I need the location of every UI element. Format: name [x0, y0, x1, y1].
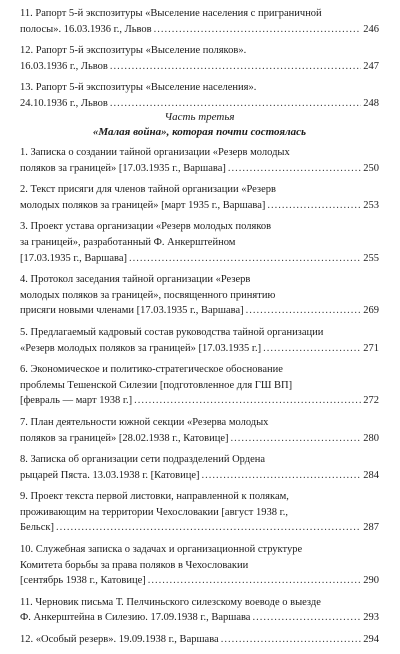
entry-text-line: 7. План деятельности южной секции «Резерва молодых — [20, 416, 269, 428]
entry-text-line: Бельск] — [20, 522, 54, 534]
dot-leader — [267, 198, 361, 214]
entry-text-line: 5. Предлагаемый кадровый состав руководства тайной организации — [20, 326, 324, 338]
entry-text-line: 8. Записка об организации сети подразделений Ордена — [20, 454, 266, 466]
dot-leader — [202, 468, 362, 484]
toc-entry — [20, 542, 379, 589]
entry-text-line: 11. Рапорт 5-й экспозитуры «Выселение населения с приграничной — [20, 8, 322, 19]
page-number: 271 — [363, 342, 379, 354]
dot-leader — [148, 573, 361, 589]
entry-text-line: 6. Экономическое и политико-стратегическое обоснование — [20, 364, 283, 376]
toc-main-section — [20, 145, 379, 654]
dot-leader — [231, 431, 362, 447]
dot-leader — [129, 251, 361, 267]
entry-text-line: проблемы Тешенской Силезии [подготовленное для ГШ ВП] — [20, 379, 293, 391]
entry-text-line: рыцарей Пяста. 13.03.1938 г. [Катовице] — [20, 469, 200, 481]
toc-entry — [20, 6, 379, 37]
toc-entry — [20, 595, 379, 626]
toc-entry — [20, 415, 379, 446]
dot-leader — [252, 610, 361, 626]
dot-leader — [56, 520, 361, 536]
page-number: 294 — [363, 634, 379, 646]
dot-leader — [154, 22, 362, 38]
toc-entry — [20, 80, 379, 111]
entry-text-line: 13. Рапорт 5-й экспозитуры «Выселение населения». — [20, 82, 257, 94]
toc-entry — [20, 362, 379, 409]
page-number: 293 — [363, 612, 379, 624]
toc-entry — [20, 145, 379, 176]
entry-text-line: присяги новыми членами [17.03.1935 г., Варшава] — [20, 305, 244, 317]
toc-entry — [20, 182, 379, 213]
entry-text-line: 12. Рапорт 5-й экспозитуры «Выселение поляков». — [20, 45, 247, 57]
dot-leader — [263, 341, 361, 357]
page-number: 272 — [363, 395, 379, 407]
page-number: 253 — [363, 199, 379, 211]
entry-text-line: [февраль — март 1938 г.] — [20, 395, 133, 407]
page-number: 255 — [363, 252, 379, 264]
dot-leader — [134, 393, 361, 409]
entry-text-line: полосы». 16.03.1936 г., Львов — [20, 23, 152, 35]
entry-text-line: 4. Протокол заседания тайной организации «Резерв — [20, 274, 251, 286]
part-heading — [20, 110, 379, 140]
dot-leader — [246, 303, 362, 319]
page-number: 284 — [363, 469, 379, 481]
entry-text-line: 9. Проект текста первой листовки, направленной к полякам, — [20, 491, 289, 503]
entry-text-line: Комитета борьбы за права поляков в Чехословакии — [20, 559, 249, 571]
toc-top-section — [20, 6, 379, 118]
entry-text-line: 11. Черновик письма Т. Пелчиньского силезскому воеводе о выезде — [20, 596, 321, 608]
entry-text-line: 1. Записка о создании тайной организации «Резерв молодых — [20, 147, 290, 158]
toc-entry — [20, 632, 379, 648]
entry-text-line: Ф. Анкерштейна в Силезию. 17.09.1938 г., Варшава — [20, 612, 251, 624]
entry-text-line: молодых поляков за границей» [март 1935 г., Варшава] — [20, 199, 266, 211]
entry-text-line: молодых поляков за границей», посвященного принятию — [20, 289, 276, 301]
entry-text-line: 16.03.1936 г., Львов — [20, 60, 108, 72]
entry-text-line: поляков за границей» [28.02.1938 г., Катовице] — [20, 432, 229, 444]
entry-text-line: 12. «Особый резерв». 19.09.1938 г., Варшава — [20, 634, 219, 646]
entry-text-line: за границей», разработанный Ф. Анкерштейном — [20, 236, 236, 248]
entry-text-line: [сентябрь 1938 г., Катовице] — [20, 575, 146, 587]
entry-text-line: 2. Текст присяги для членов тайной организации «Резерв — [20, 184, 276, 196]
page-number: 269 — [363, 305, 379, 317]
entry-text-line: 24.10.1936 г., Львов — [20, 97, 108, 109]
part-title: «Малая война», которая почти состоялась — [92, 126, 307, 138]
part-label: Часть третья — [164, 111, 235, 123]
toc-entry — [20, 43, 379, 74]
page-number: 248 — [363, 97, 379, 109]
page-number: 246 — [363, 23, 379, 35]
toc-entry — [20, 219, 379, 266]
toc-entry — [20, 489, 379, 536]
toc-entry — [20, 272, 379, 319]
entry-text-line: «Резерв молодых поляков за границей» [17.03.1935 г.] — [20, 342, 262, 354]
entry-text-line: 10. Служебная записка о задачах и организационной структуре — [20, 544, 303, 556]
toc-entry — [20, 452, 379, 483]
dot-leader — [110, 59, 361, 75]
entry-text-line: 3. Проект устава организации «Резерв молодых поляков — [20, 221, 272, 233]
dot-leader — [221, 632, 362, 648]
page-number: 290 — [363, 575, 379, 587]
page-number: 287 — [363, 522, 379, 534]
entry-text-line: поляков за границей» [17.03.1935 г., Варшава] — [20, 162, 226, 174]
dot-leader — [228, 161, 361, 177]
entry-text-line: проживающим на территории Чехословакии [август 1938 г., — [20, 506, 288, 518]
page-number: 280 — [363, 432, 379, 444]
toc-entry — [20, 325, 379, 356]
entry-text-line: [17.03.1935 г., Варшава] — [20, 252, 128, 264]
page-number: 250 — [363, 162, 379, 174]
page-number: 247 — [363, 60, 379, 72]
